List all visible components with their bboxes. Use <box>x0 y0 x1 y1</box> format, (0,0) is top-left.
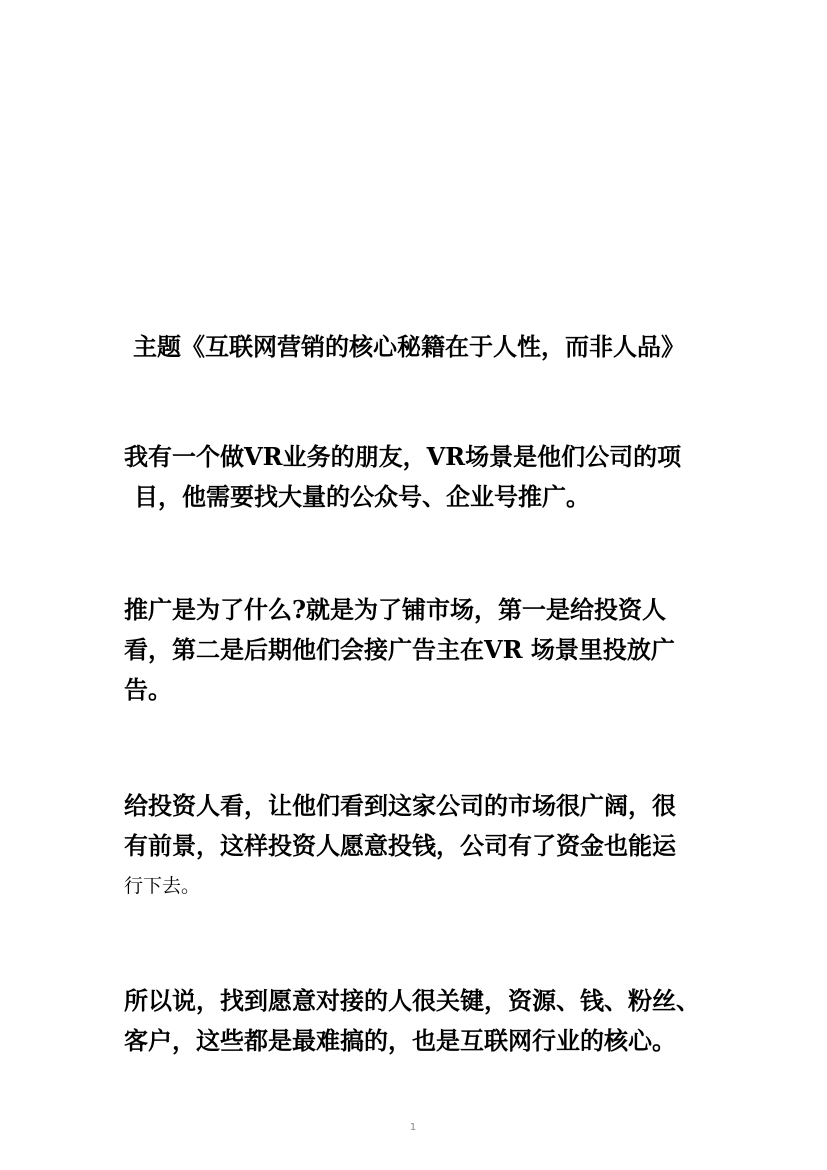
paragraph-line: 行下去。 <box>124 875 201 897</box>
paragraph-line: 客户，这些都是最难搞的，也是互联网行业的核心。 <box>124 1026 676 1055</box>
paragraph-3 <box>124 786 714 906</box>
paragraph-line: 看，第二是后期他们会接广告主在VR 场景里投放广 <box>124 635 675 664</box>
document-title: 主题《互联网营销的核心秘籍在于人性，而非人品》 <box>133 332 685 361</box>
paragraph-line: 我有一个做VR业务的朋友，VR场景是他们公司的项 <box>124 442 682 471</box>
paragraph-4 <box>124 981 714 1061</box>
paragraph-2 <box>124 590 714 710</box>
paragraph-line: 目，他需要找大量的公众号、企业号推广。 <box>134 482 590 511</box>
paragraph-line: 所以说，找到愿意对接的人很关键，资源、钱、粉丝、 <box>124 986 700 1015</box>
paragraph-line: 推广是为了什么?就是为了铺市场，第一是给投资人 <box>124 595 667 624</box>
paragraph-1 <box>124 437 714 517</box>
paragraph-line: 有前景，这样投资人愿意投钱，公司有了资金也能运 <box>124 831 676 860</box>
page-number: 1 <box>409 1122 417 1133</box>
paragraph-line: 给投资人看，让他们看到这家公司的市场很广阔，很 <box>124 791 676 820</box>
paragraph-line: 告。 <box>124 675 172 704</box>
